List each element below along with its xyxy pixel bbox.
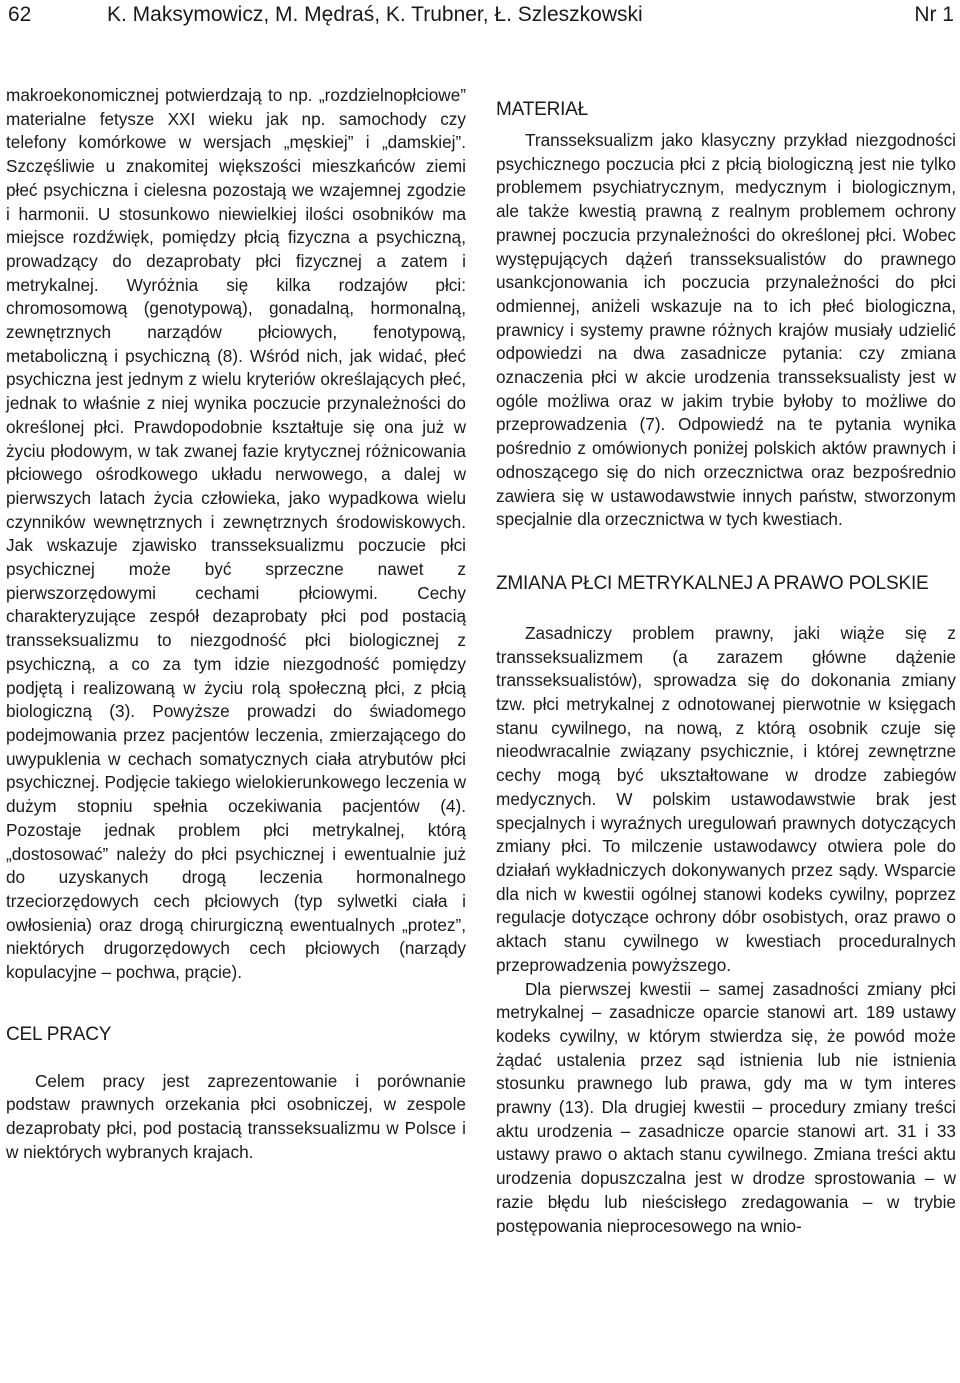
paragraph-zmiana-1: Zasadniczy problem prawny, jaki wiąże się z transseksualizmem (a zarazem główne dążenie transseksualistów), sprowadza się do dokonania zmiany tzw. płci metrykalnej z odnotowanej pierwotnie w księgach stanu cywilnego, na nową, z którą osobnik czuje się nieodwracalnie związany psychicznie, i której zewnętrzne cechy mogą być ukształtowane w drodze zabiegów medycznych. W polskim ustawodawstwie brak jest specjalnych i wyraźnych uregulowań prawnych dotyczących zmiany płci. To milczenie ustawodawcy otwiera pole do działań wykładniczych dokonywanych przez sądy. Wsparcie dla nich w kwestii ogólnej stanowi kodeks cywilny, poprzez regulacje dotyczące ochrony dóbr osobistych, oraz prawo o aktach stanu cywilnego w kwestiach proceduralnych przeprowadzenia powyższego.	[496, 622, 956, 975]
right-column	[496, 84, 956, 1238]
page-number: 62	[8, 3, 32, 26]
page-header	[8, 0, 954, 30]
section-heading-zmiana-plci: ZMIANA PŁCI METRYKALNEJ A PRAWO POLSKIE	[496, 572, 929, 594]
issue-number: Nr 1	[914, 3, 954, 26]
section-heading-cel-pracy: CEL PRACY	[6, 1023, 112, 1045]
paragraph-cel-pracy: Celem pracy jest zaprezentowanie i porównanie podstaw prawnych orzekania płci osobniczej, w zespole dezaprobaty płci, pod postacią transseksualizmu w Polsce i w niektórych wybranych krajach.	[6, 1070, 466, 1162]
left-column	[6, 84, 466, 1165]
section-heading-material: MATERIAŁ	[496, 99, 589, 120]
running-head-authors: K. Maksymowicz, M. Mędraś, K. Trubner, Ł. Szleszkowski	[107, 3, 643, 26]
paragraph-intro-continued: makroekonomicznej potwierdzają to np. „rozdzielnopłciowe” materialne fetysze XXI wieku jak np. samochody czy telefony komórkowe w wersjach „męskiej” i „damskiej”. Szczęśliwie u znakomitej większości mieszkańców ziemi płeć psychiczna i cielesna pozostają we wzajemnej zgodzie i harmonii. U stosunkowo niewielkiej ilości osobników ma miejsce rozdźwięk, pomiędzy płcią fizyczna a psychiczną, prowadzący do dezaprobaty płci fizycznej a zatem i metrykalnej. Wyróżnia się kilka rodzajów płci: chromosomową (genotypową), gonadalną, hormonalną, zewnętrznych narządów płciowych, fenotypową, metaboliczną i psychiczną (8). Wśród nich, jak widać, płeć psychiczna jest jednym z wielu kryteriów określających płeć, jednak to właśnie z niej wynika poczucie przynależności do określonej płci. Prawdopodobnie kształtuje się ona już w życiu płodowym, w tak zwanej fazie krytycznej różnicowania płciowego ośrodkowego układu nerwowego, a dalej w pierwszych latach życia człowieka, jako wypadkowa wielu czynników wewnętrznych i zewnętrznych środowiskowych. Jak wskazuje zjawisko transseksualizmu poczucie płci psychicznej może być sprzeczne nawet z pierwszorzędowymi cechami płciowymi. Cechy charakteryzujące zespół dezaprobaty płci pod postacią transseksualizmu to niezgodność płci biologicznej z psychiczną, a co za tym idzie niezgodność pomiędzy podjętą i realizowaną w życiu rolą społeczną płci, z płcią biologiczną (3). Powyższe prowadzi do świadomego podejmowania przez pacjentów leczenia, zmierzającego do uwypuklenia w cechach somatycznych ciała atrybutów płci psychicznej. Podjęcie takiego wielokierunkowego leczenia w dużym stopniu spełnia oczekiwania pacjentów (4). Pozostaje jednak problem płci metrykalnej, którą „dostosować” należy do płci psychicznej i ewentualnie już do uzyskanych drogą leczenia hormonalnego trzeciorzędowych cech płciowych (typ sylwetki ciała i owłosienia) oraz drogą chirurgiczną ewentualnych „protez”, niektórych drugorzędowych cech płciowych (narządy kopulacyjne – pochwa, prącie).	[6, 85, 466, 983]
paragraph-material: Transseksualizm jako klasyczny przykład niezgodności psychicznego poczucia płci z płcią biologiczną jest nie tylko problemem psychiatrycznym, medycznym i biologicznym, ale także kwestią prawną z realnym problemem ochrony prawnej poczucia przynależności do określonej płci. Wobec występujących dążeń transseksualistów do prawnego usankcjonowania ich poczucia przynależności do płci odmiennej, aniżeli wskazuje na to ich płeć biologiczna, prawnicy i systemy prawne różnych krajów musiały udzielić odpowiedzi na dwa zasadnicze pytania: czy zmiana oznaczenia płci w akcie urodzenia transseksualisty jest w ogóle możliwa oraz w jakim trybie byłoby to możliwe do przeprowadzenia (7). Odpowiedź na te pytania wynika pośrednio z omówionych poniżej polskich aktów prawnych i odnoszącego się do nich orzecznictwa oraz bezpośrednio zawiera się w ustawodawstwie innych państw, stworzonym specjalnie dla orzecznictwa w tych kwestiach.	[496, 130, 956, 530]
paragraph-zmiana-2: Dla pierwszej kwestii – samej zasadności zmiany płci metrykalnej – zasadnicze oparcie stanowi art. 189 ustawy kodeks cywilny, w którym stwierdza się, że powód może żądać ustalenia przez sąd istnienia lub nie istnienia stosunku prawnego lub prawa, gdy ma w tym interes prawny (13). Dla drugiej kwestii – procedury zmiany treści aktu urodzenia – zasadnicze oparcie stanowi art. 31 i 33 ustawy prawo o aktach stanu cywilnego. Zmiana treści aktu urodzenia dopuszczalna jest w drodze sprostowania – w razie błędu lub nieścisłego zredagowania – w trybie postępowania nieprocesowego na wnio-	[496, 978, 956, 1236]
